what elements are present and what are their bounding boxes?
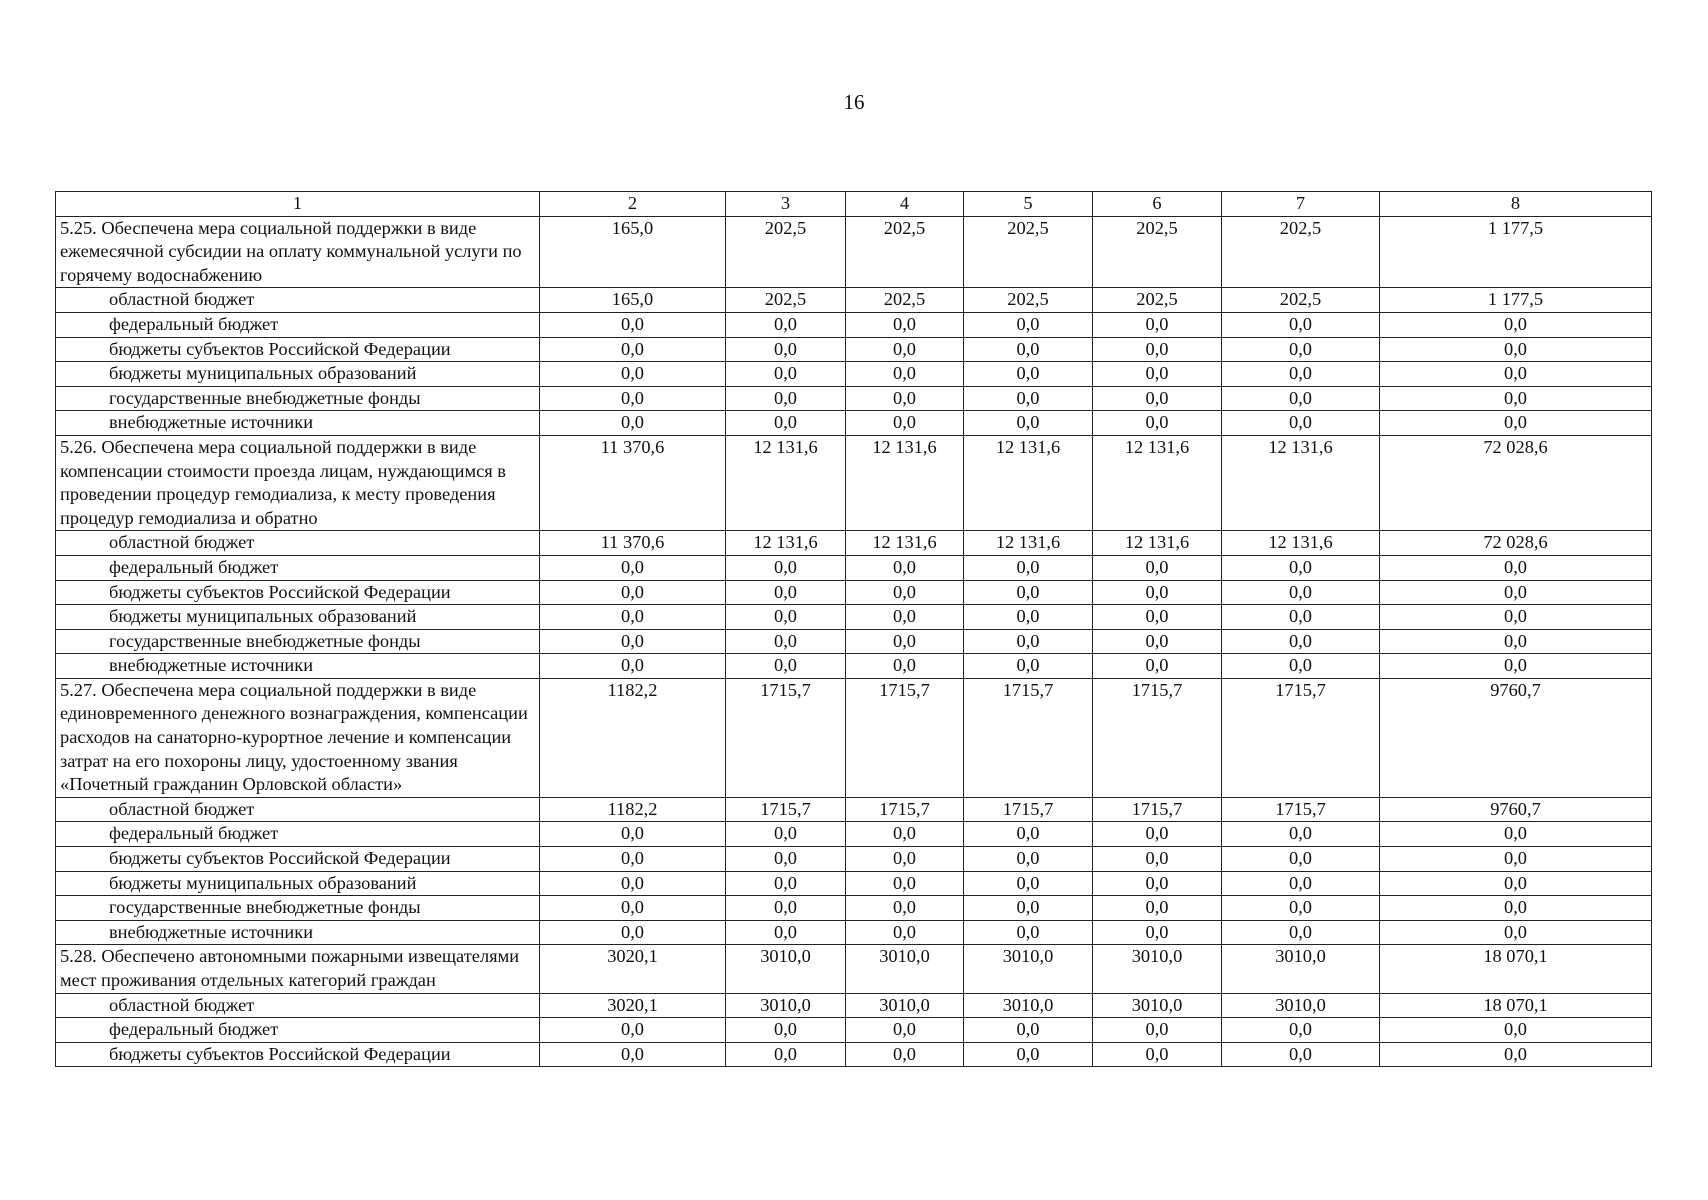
funding-source-value: 0,0 [846, 654, 964, 679]
funding-source-value: 0,0 [964, 822, 1093, 847]
funding-source-value: 0,0 [540, 386, 726, 411]
budget-table-body [56, 192, 1652, 1067]
funding-source-value: 0,0 [1222, 822, 1380, 847]
funding-source-value: 0,0 [540, 871, 726, 896]
measure-row [56, 216, 1652, 288]
funding-source-value: 1715,7 [964, 797, 1093, 822]
funding-source-value: 0,0 [1380, 386, 1652, 411]
funding-source-value: 9760,7 [1380, 797, 1652, 822]
measure-value: 72 028,6 [1380, 435, 1652, 530]
funding-source-row [56, 797, 1652, 822]
measure-value: 1715,7 [846, 678, 964, 797]
funding-source-value: 0,0 [540, 654, 726, 679]
funding-source-label: федеральный бюджет [56, 555, 540, 580]
funding-source-value: 0,0 [1222, 896, 1380, 921]
funding-source-value: 0,0 [846, 822, 964, 847]
funding-source-value: 202,5 [846, 288, 964, 313]
funding-source-label: федеральный бюджет [56, 1018, 540, 1043]
funding-source-row [56, 871, 1652, 896]
funding-source-value: 0,0 [540, 411, 726, 436]
funding-source-value: 0,0 [1093, 580, 1222, 605]
measure-value: 202,5 [964, 216, 1093, 288]
funding-source-value: 0,0 [726, 411, 846, 436]
funding-source-label: бюджеты субъектов Российской Федерации [56, 337, 540, 362]
measure-row [56, 945, 1652, 993]
measure-value: 3010,0 [1093, 945, 1222, 993]
funding-source-value: 0,0 [1093, 411, 1222, 436]
funding-source-value: 0,0 [726, 1042, 846, 1067]
funding-source-value: 0,0 [1380, 629, 1652, 654]
measure-value: 3010,0 [1222, 945, 1380, 993]
funding-source-value: 0,0 [540, 580, 726, 605]
funding-source-value: 1715,7 [1093, 797, 1222, 822]
funding-source-label: государственные внебюджетные фонды [56, 629, 540, 654]
funding-source-value: 72 028,6 [1380, 531, 1652, 556]
funding-source-value: 0,0 [1093, 896, 1222, 921]
funding-source-value: 0,0 [1222, 920, 1380, 945]
funding-source-value: 1715,7 [1222, 797, 1380, 822]
funding-source-value: 165,0 [540, 288, 726, 313]
funding-source-value: 0,0 [846, 386, 964, 411]
funding-source-value: 202,5 [1222, 288, 1380, 313]
funding-source-value: 0,0 [1380, 896, 1652, 921]
measure-value: 202,5 [726, 216, 846, 288]
funding-source-value: 18 070,1 [1380, 993, 1652, 1018]
funding-source-value: 0,0 [964, 555, 1093, 580]
funding-source-label: бюджеты субъектов Российской Федерации [56, 847, 540, 872]
funding-source-value: 0,0 [1093, 337, 1222, 362]
funding-source-label: бюджеты муниципальных образований [56, 362, 540, 387]
measure-title: 5.26. Обеспечена мера социальной поддержки в виде компенсации стоимости проезда лицам, нуждающимся в проведении процедур гемодиализа, к месту проведения процедур гемодиализа и обратно [56, 435, 540, 530]
funding-source-row [56, 362, 1652, 387]
funding-source-value: 0,0 [1380, 654, 1652, 679]
funding-source-value: 0,0 [846, 847, 964, 872]
funding-source-value: 12 131,6 [846, 531, 964, 556]
funding-source-value: 0,0 [726, 847, 846, 872]
table-header-row [56, 192, 1652, 217]
funding-source-row [56, 531, 1652, 556]
funding-source-value: 3010,0 [726, 993, 846, 1018]
funding-source-row [56, 920, 1652, 945]
measure-value: 1 177,5 [1380, 216, 1652, 288]
funding-source-value: 0,0 [1093, 822, 1222, 847]
funding-source-value: 0,0 [540, 847, 726, 872]
funding-source-value: 0,0 [1222, 386, 1380, 411]
funding-source-label: областной бюджет [56, 797, 540, 822]
funding-source-row [56, 1042, 1652, 1067]
funding-source-value: 0,0 [540, 312, 726, 337]
measure-value: 18 070,1 [1380, 945, 1652, 993]
funding-source-value: 0,0 [726, 605, 846, 630]
funding-source-value: 0,0 [540, 822, 726, 847]
funding-source-value: 0,0 [726, 654, 846, 679]
funding-source-row [56, 654, 1652, 679]
funding-source-label: бюджеты муниципальных образований [56, 605, 540, 630]
funding-source-row [56, 312, 1652, 337]
column-number-header: 1 [56, 192, 540, 217]
funding-source-label: федеральный бюджет [56, 312, 540, 337]
funding-source-value: 0,0 [1380, 312, 1652, 337]
funding-source-value: 0,0 [846, 555, 964, 580]
funding-source-row [56, 288, 1652, 313]
funding-source-value: 0,0 [964, 411, 1093, 436]
funding-source-value: 0,0 [846, 1042, 964, 1067]
funding-source-value: 0,0 [846, 629, 964, 654]
measure-value: 3010,0 [964, 945, 1093, 993]
funding-source-value: 0,0 [964, 896, 1093, 921]
funding-source-value: 202,5 [1093, 288, 1222, 313]
funding-source-value: 0,0 [540, 1018, 726, 1043]
funding-source-value: 3010,0 [1093, 993, 1222, 1018]
funding-source-value: 3020,1 [540, 993, 726, 1018]
funding-source-label: областной бюджет [56, 531, 540, 556]
funding-source-value: 0,0 [726, 362, 846, 387]
funding-source-value: 0,0 [1093, 920, 1222, 945]
funding-source-value: 0,0 [540, 896, 726, 921]
measure-value: 12 131,6 [1222, 435, 1380, 530]
measure-value: 165,0 [540, 216, 726, 288]
funding-source-value: 0,0 [1380, 555, 1652, 580]
funding-source-value: 1715,7 [846, 797, 964, 822]
funding-source-value: 0,0 [1093, 312, 1222, 337]
funding-source-value: 0,0 [846, 1018, 964, 1043]
funding-source-value: 0,0 [964, 337, 1093, 362]
funding-source-value: 0,0 [1380, 337, 1652, 362]
funding-source-value: 0,0 [1093, 871, 1222, 896]
funding-source-value: 0,0 [1093, 386, 1222, 411]
funding-source-value: 0,0 [846, 920, 964, 945]
funding-source-value: 0,0 [1380, 822, 1652, 847]
funding-source-value: 0,0 [1222, 605, 1380, 630]
measure-row [56, 678, 1652, 797]
funding-source-value: 12 131,6 [1222, 531, 1380, 556]
funding-source-value: 0,0 [1380, 1018, 1652, 1043]
measure-title: 5.28. Обеспечено автономными пожарными извещателями мест проживания отдельных категорий граждан [56, 945, 540, 993]
measure-value: 1715,7 [1093, 678, 1222, 797]
measure-value: 1182,2 [540, 678, 726, 797]
funding-source-value: 0,0 [540, 1042, 726, 1067]
funding-source-value: 3010,0 [846, 993, 964, 1018]
measure-row [56, 435, 1652, 530]
funding-source-value: 3010,0 [1222, 993, 1380, 1018]
funding-source-row [56, 993, 1652, 1018]
funding-source-row [56, 822, 1652, 847]
funding-source-value: 0,0 [1222, 312, 1380, 337]
funding-source-value: 0,0 [846, 580, 964, 605]
measure-value: 3010,0 [846, 945, 964, 993]
funding-source-value: 0,0 [964, 1018, 1093, 1043]
column-number-header: 6 [1093, 192, 1222, 217]
funding-source-value: 0,0 [964, 654, 1093, 679]
funding-source-value: 0,0 [726, 1018, 846, 1043]
measure-value: 3020,1 [540, 945, 726, 993]
funding-source-row [56, 605, 1652, 630]
funding-source-value: 202,5 [964, 288, 1093, 313]
funding-source-value: 1182,2 [540, 797, 726, 822]
funding-source-label: областной бюджет [56, 288, 540, 313]
column-number-header: 3 [726, 192, 846, 217]
funding-source-value: 0,0 [726, 312, 846, 337]
measure-value: 9760,7 [1380, 678, 1652, 797]
measure-value: 1715,7 [964, 678, 1093, 797]
funding-source-value: 0,0 [964, 580, 1093, 605]
funding-source-value: 0,0 [726, 337, 846, 362]
funding-source-row [56, 386, 1652, 411]
funding-source-value: 0,0 [964, 871, 1093, 896]
funding-source-value: 0,0 [1093, 362, 1222, 387]
funding-source-value: 0,0 [1380, 411, 1652, 436]
funding-source-value: 0,0 [1222, 411, 1380, 436]
funding-source-value: 0,0 [1093, 555, 1222, 580]
funding-source-value: 0,0 [846, 605, 964, 630]
funding-source-value: 0,0 [846, 337, 964, 362]
funding-source-value: 0,0 [1093, 1042, 1222, 1067]
funding-source-value: 0,0 [726, 871, 846, 896]
funding-source-label: внебюджетные источники [56, 654, 540, 679]
funding-source-value: 12 131,6 [1093, 531, 1222, 556]
funding-source-value: 0,0 [726, 629, 846, 654]
measure-value: 12 131,6 [846, 435, 964, 530]
funding-source-value: 0,0 [1222, 847, 1380, 872]
funding-source-value: 0,0 [964, 312, 1093, 337]
funding-source-row [56, 629, 1652, 654]
funding-source-value: 0,0 [964, 629, 1093, 654]
funding-source-value: 0,0 [726, 822, 846, 847]
measure-value: 12 131,6 [726, 435, 846, 530]
funding-source-value: 0,0 [540, 555, 726, 580]
funding-source-label: внебюджетные источники [56, 920, 540, 945]
funding-source-row [56, 1018, 1652, 1043]
funding-source-value: 0,0 [1380, 871, 1652, 896]
funding-source-value: 0,0 [964, 847, 1093, 872]
funding-source-value: 0,0 [1093, 654, 1222, 679]
funding-source-row [56, 896, 1652, 921]
column-number-header: 8 [1380, 192, 1652, 217]
measure-value: 202,5 [1093, 216, 1222, 288]
funding-source-value: 0,0 [1222, 871, 1380, 896]
funding-source-value: 0,0 [540, 605, 726, 630]
funding-source-label: федеральный бюджет [56, 822, 540, 847]
funding-source-value: 0,0 [1222, 1042, 1380, 1067]
funding-source-value: 0,0 [1093, 629, 1222, 654]
funding-source-value: 0,0 [1093, 1018, 1222, 1043]
funding-source-value: 0,0 [1380, 605, 1652, 630]
funding-source-value: 1715,7 [726, 797, 846, 822]
funding-source-value: 12 131,6 [964, 531, 1093, 556]
funding-source-value: 0,0 [964, 362, 1093, 387]
measure-value: 3010,0 [726, 945, 846, 993]
funding-source-label: внебюджетные источники [56, 411, 540, 436]
measure-value: 12 131,6 [1093, 435, 1222, 530]
funding-source-row [56, 411, 1652, 436]
measure-title: 5.25. Обеспечена мера социальной поддержки в виде ежемесячной субсидии на оплату коммунальной услуги по горячему водоснабжению [56, 216, 540, 288]
funding-source-label: государственные внебюджетные фонды [56, 386, 540, 411]
measure-value: 1715,7 [1222, 678, 1380, 797]
column-number-header: 4 [846, 192, 964, 217]
funding-source-value: 0,0 [1380, 920, 1652, 945]
funding-source-value: 11 370,6 [540, 531, 726, 556]
funding-source-value: 0,0 [540, 337, 726, 362]
funding-source-value: 0,0 [1380, 847, 1652, 872]
funding-source-label: бюджеты субъектов Российской Федерации [56, 1042, 540, 1067]
funding-source-value: 0,0 [964, 386, 1093, 411]
funding-source-row [56, 580, 1652, 605]
funding-source-value: 0,0 [1222, 580, 1380, 605]
measure-value: 1715,7 [726, 678, 846, 797]
funding-source-row [56, 337, 1652, 362]
budget-table [55, 191, 1652, 1067]
funding-source-value: 1 177,5 [1380, 288, 1652, 313]
funding-source-value: 0,0 [1222, 1018, 1380, 1043]
column-number-header: 5 [964, 192, 1093, 217]
funding-source-value: 0,0 [846, 312, 964, 337]
funding-source-value: 12 131,6 [726, 531, 846, 556]
funding-source-value: 0,0 [726, 896, 846, 921]
funding-source-value: 0,0 [1093, 605, 1222, 630]
funding-source-value: 0,0 [1222, 362, 1380, 387]
funding-source-row [56, 555, 1652, 580]
funding-source-value: 0,0 [964, 605, 1093, 630]
funding-source-value: 202,5 [726, 288, 846, 313]
measure-value: 11 370,6 [540, 435, 726, 530]
funding-source-value: 0,0 [726, 580, 846, 605]
column-number-header: 7 [1222, 192, 1380, 217]
funding-source-value: 0,0 [964, 920, 1093, 945]
funding-source-value: 0,0 [726, 920, 846, 945]
funding-source-value: 0,0 [1222, 555, 1380, 580]
column-number-header: 2 [540, 192, 726, 217]
funding-source-value: 0,0 [846, 896, 964, 921]
measure-value: 12 131,6 [964, 435, 1093, 530]
funding-source-value: 0,0 [540, 629, 726, 654]
funding-source-value: 0,0 [540, 362, 726, 387]
funding-source-label: государственные внебюджетные фонды [56, 896, 540, 921]
funding-source-label: бюджеты муниципальных образований [56, 871, 540, 896]
funding-source-value: 0,0 [726, 555, 846, 580]
measure-value: 202,5 [1222, 216, 1380, 288]
funding-source-value: 0,0 [846, 411, 964, 436]
funding-source-value: 0,0 [1380, 580, 1652, 605]
measure-title: 5.27. Обеспечена мера социальной поддержки в виде единовременного денежного вознаграждения, компенсации расходов на санаторно-курортное лечение и компенсации затрат на его похороны лицу, удостоенному звания «Почетный гражданин Орловской области» [56, 678, 540, 797]
page-number: 16 [843, 90, 865, 114]
funding-source-row [56, 847, 1652, 872]
funding-source-value: 0,0 [726, 386, 846, 411]
funding-source-value: 0,0 [846, 871, 964, 896]
funding-source-value: 0,0 [1222, 654, 1380, 679]
funding-source-value: 0,0 [1380, 1042, 1652, 1067]
funding-source-value: 3010,0 [964, 993, 1093, 1018]
funding-source-value: 0,0 [1222, 629, 1380, 654]
funding-source-value: 0,0 [1093, 847, 1222, 872]
funding-source-value: 0,0 [1222, 337, 1380, 362]
funding-source-value: 0,0 [540, 920, 726, 945]
measure-value: 202,5 [846, 216, 964, 288]
funding-source-value: 0,0 [846, 362, 964, 387]
funding-source-value: 0,0 [964, 1042, 1093, 1067]
funding-source-label: бюджеты субъектов Российской Федерации [56, 580, 540, 605]
funding-source-value: 0,0 [1380, 362, 1652, 387]
funding-source-label: областной бюджет [56, 993, 540, 1018]
